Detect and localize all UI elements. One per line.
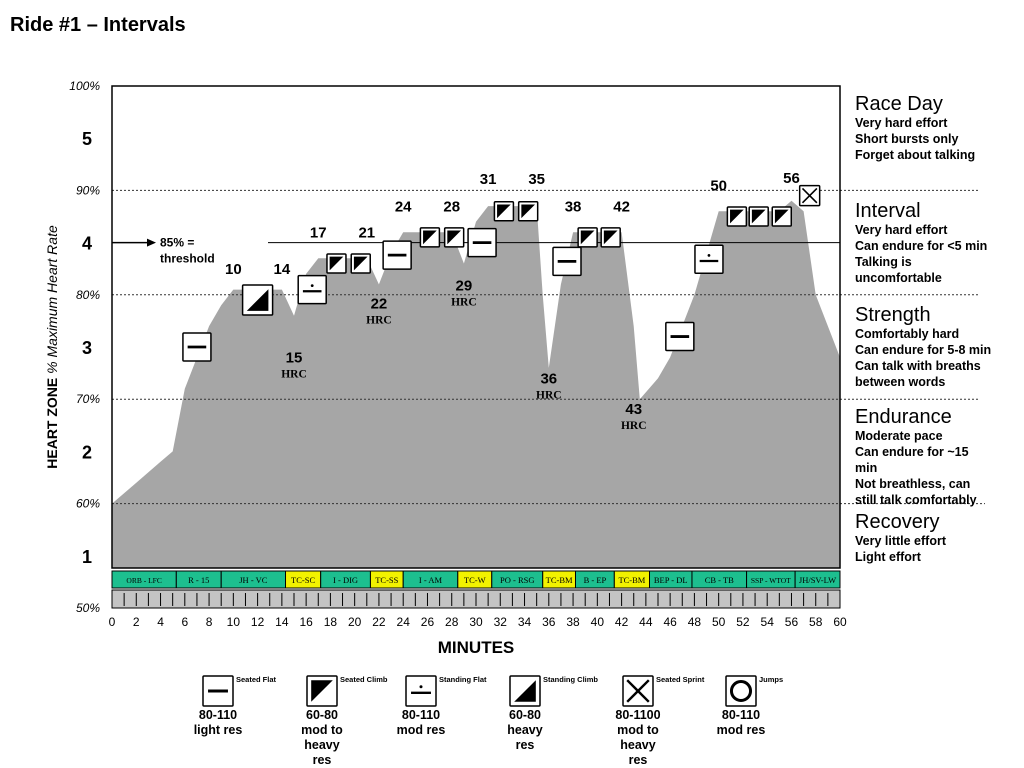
legend-desc: mod to <box>301 723 343 737</box>
zone-strength <box>855 304 1020 390</box>
legend-desc: mod res <box>716 723 766 737</box>
legend-seated-climb-icon <box>307 676 337 706</box>
x-tick-label: 30 <box>469 615 483 629</box>
segment-label: TC-BM <box>618 575 646 585</box>
seated-climb-icon <box>601 228 620 247</box>
legend-name: Seated Sprint <box>656 675 705 684</box>
legend-desc: light res <box>193 723 243 737</box>
hrc-label: HRC <box>366 314 392 327</box>
seated-flat-icon <box>553 247 581 275</box>
seated-flat-icon <box>383 241 411 269</box>
segment-label: TC-SS <box>375 575 399 585</box>
legend-name: Standing Climb <box>543 675 598 684</box>
peak-label: 50 <box>710 177 728 195</box>
x-tick-label: 8 <box>205 615 213 629</box>
seated-flat-icon <box>183 333 211 361</box>
x-tick-label: 10 <box>226 615 241 629</box>
zone-desc: Very hard effort <box>855 223 948 237</box>
hrc-label: HRC <box>451 296 477 309</box>
zone-desc: Not breathless, can <box>855 477 971 491</box>
x-tick-label: 58 <box>809 615 823 629</box>
threshold-label: threshold <box>160 251 215 266</box>
legend-seated-sprint <box>583 708 693 768</box>
y-tick-pct: 100% <box>69 79 100 93</box>
legend-standing-flat-icon <box>406 676 436 706</box>
x-tick-label: 28 <box>445 615 459 629</box>
zone-desc: Very little effort <box>855 534 946 548</box>
zone-desc: Short bursts only <box>855 132 959 146</box>
x-tick-label: 20 <box>347 615 362 629</box>
legend-desc: 80-110 <box>401 708 441 722</box>
zone-desc: Comfortably hard <box>855 327 960 341</box>
legend-desc: heavy <box>620 738 656 752</box>
zone-name: Endurance <box>855 406 952 428</box>
seated-flat-icon <box>666 323 694 351</box>
x-tick-label: 24 <box>396 615 410 629</box>
hrc-label: HRC <box>281 368 307 381</box>
peak-label: 56 <box>783 170 800 188</box>
x-tick-label: 14 <box>275 615 289 629</box>
legend-desc: mod res <box>396 723 446 737</box>
x-tick-label: 16 <box>299 615 313 629</box>
segment-label: CB - TB <box>704 575 734 585</box>
x-tick-label: 46 <box>663 615 677 629</box>
x-tick-label: 52 <box>736 615 750 629</box>
seated-sprint-icon <box>800 186 820 206</box>
legend-standing-climb <box>470 708 580 753</box>
zone-desc: Talking is <box>855 255 912 269</box>
legend-desc: 80-110 <box>721 708 761 722</box>
segment-label: PO - RSG <box>500 575 535 585</box>
hrc-label: HRC <box>536 389 562 402</box>
seated-climb-icon <box>727 207 746 226</box>
y-tick-pct: 70% <box>75 392 100 407</box>
zone-name: Interval <box>855 200 921 222</box>
segment-label: TC-SC <box>291 575 316 585</box>
segment-label: ORB - LFC <box>126 576 162 585</box>
y-tick-pct: 90% <box>75 183 100 198</box>
x-tick-label: 22 <box>372 615 386 629</box>
x-tick-label: 42 <box>614 615 629 629</box>
legend-seated-flat <box>163 708 273 738</box>
legend-name: Jumps <box>759 675 784 684</box>
peak-label: 29 <box>455 277 473 295</box>
x-axis-label: MINUTES <box>437 638 515 657</box>
threshold-label: 85% = <box>160 235 195 250</box>
peak-label: 17 <box>309 224 327 242</box>
segment-label: BEP - DL <box>653 575 688 585</box>
peak-label: 42 <box>613 198 630 216</box>
legend-desc: heavy <box>507 723 543 737</box>
legend-desc: mod to <box>617 723 659 737</box>
x-tick-label: 38 <box>566 615 580 629</box>
x-tick-label: 36 <box>542 615 556 629</box>
x-tick-label: 44 <box>639 615 653 629</box>
peak-label: 28 <box>443 198 461 216</box>
x-tick-label: 0 <box>108 615 116 629</box>
segment-label: JH/SV-LW <box>798 575 837 585</box>
y-tick-pct: 50% <box>75 601 100 615</box>
heart-rate-area <box>112 201 840 608</box>
peak-label: 38 <box>564 198 582 216</box>
legend-standing-flat <box>366 708 476 738</box>
x-tick-label: 12 <box>250 615 265 629</box>
x-tick-label: 56 <box>784 615 799 629</box>
standing-climb-icon <box>243 285 273 315</box>
x-tick-label: 34 <box>517 615 532 629</box>
segment-label: JH - VC <box>239 575 268 585</box>
zone-desc: Can endure for 5-8 min <box>855 343 992 357</box>
zone-desc: Can talk with breaths <box>855 359 981 373</box>
seated-climb-icon <box>445 228 464 247</box>
legend-seated-sprint-icon <box>623 676 653 706</box>
peak-label: 24 <box>394 198 412 216</box>
x-tick-label: 48 <box>687 615 702 629</box>
segment-label: TC-BM <box>545 575 573 585</box>
zone-desc: min <box>855 461 878 475</box>
peak-label: 10 <box>224 260 242 278</box>
zone-desc: Can endure for ~15 <box>855 445 969 459</box>
x-tick-label: 4 <box>157 615 164 629</box>
zone-desc: Forget about talking <box>855 148 976 162</box>
y-tick-zone: 4 <box>81 233 93 254</box>
seated-climb-icon <box>772 207 791 226</box>
x-tick-label: 54 <box>760 615 774 629</box>
page-title: Ride #1 – Intervals <box>10 14 186 36</box>
legend-desc: res <box>515 738 535 752</box>
legend-desc: res <box>312 753 332 767</box>
x-tick-label: 2 <box>132 615 140 629</box>
segment-label: R - 15 <box>188 575 210 585</box>
peak-label: 31 <box>479 171 497 189</box>
segment-label: B - EP <box>583 575 607 585</box>
x-tick-label: 40 <box>590 615 605 629</box>
legend-jumps <box>686 708 796 738</box>
legend-desc: 60-80 <box>509 708 541 722</box>
legend-seated-climb <box>267 708 377 768</box>
zone-desc: Moderate pace <box>855 429 943 443</box>
zone-endurance <box>855 406 1020 508</box>
seated-climb-icon <box>749 207 768 226</box>
y-tick-zone: 2 <box>81 442 93 463</box>
legend-seated-flat-icon <box>203 676 233 706</box>
zone-desc: between words <box>855 375 946 389</box>
seated-flat-icon <box>468 229 496 257</box>
zone-desc: Can endure for <5 min <box>855 239 988 253</box>
zone-desc: still talk comfortably <box>855 493 977 507</box>
standing-flat-icon <box>695 245 723 273</box>
peak-label: 15 <box>285 349 303 367</box>
zone-race-day <box>855 93 1020 163</box>
peak-label: 43 <box>625 400 643 418</box>
peak-label: 35 <box>528 171 546 189</box>
zone-name: Recovery <box>855 511 940 533</box>
x-tick-label: 32 <box>493 615 507 629</box>
y-tick-zone: 5 <box>81 129 93 150</box>
y-tick-zone: 3 <box>81 338 93 358</box>
legend-desc: 80-110 <box>198 708 238 722</box>
zone-name: Race Day <box>855 93 943 115</box>
peak-label: 14 <box>273 260 291 278</box>
y-tick-pct: 80% <box>75 287 100 302</box>
peak-label: 22 <box>370 295 388 313</box>
segment-label: I - AM <box>418 575 443 585</box>
peak-label: 36 <box>540 370 558 388</box>
legend-name: Seated Climb <box>340 675 388 684</box>
legend-desc: heavy <box>304 738 340 752</box>
seated-climb-icon <box>327 254 346 273</box>
legend-jumps-icon <box>726 676 756 706</box>
legend-desc: 80-1100 <box>615 708 661 722</box>
standing-flat-icon <box>298 276 326 304</box>
peak-label: 21 <box>358 224 376 242</box>
segment-label: TC-W <box>463 575 486 585</box>
legend-desc: 60-80 <box>306 708 338 722</box>
zone-recovery <box>855 511 1020 565</box>
x-tick-label: 50 <box>711 615 726 629</box>
seated-climb-icon <box>578 228 597 247</box>
segment-label: SSP - WTOT <box>750 576 791 585</box>
legend-standing-climb-icon <box>510 676 540 706</box>
seated-climb-icon <box>420 228 439 247</box>
zone-desc: Very hard effort <box>855 116 948 130</box>
zone-desc: Light effort <box>855 550 921 564</box>
legend-name: Standing Flat <box>439 675 487 684</box>
threshold-arrowhead <box>147 239 156 247</box>
zone-desc: uncomfortable <box>855 271 942 285</box>
y-tick-zone: 1 <box>81 546 93 567</box>
hrc-label: HRC <box>620 419 647 432</box>
seated-climb-icon <box>351 254 370 273</box>
zone-name: Strength <box>855 304 931 326</box>
x-tick-label: 60 <box>833 615 847 629</box>
x-tick-label: 6 <box>181 615 189 629</box>
legend-name: Seated Flat <box>236 675 277 684</box>
seated-climb-icon <box>494 202 513 221</box>
x-tick-label: 18 <box>323 615 338 629</box>
legend-desc: res <box>628 753 648 767</box>
segment-label: I - DIG <box>333 575 359 585</box>
x-tick-label: 26 <box>420 615 435 629</box>
seated-climb-icon <box>519 202 538 221</box>
y-axis-label: HEART ZONE % Maximum Heart Rate <box>44 225 60 469</box>
y-tick-pct: 60% <box>75 496 100 511</box>
zone-interval <box>855 200 1020 286</box>
